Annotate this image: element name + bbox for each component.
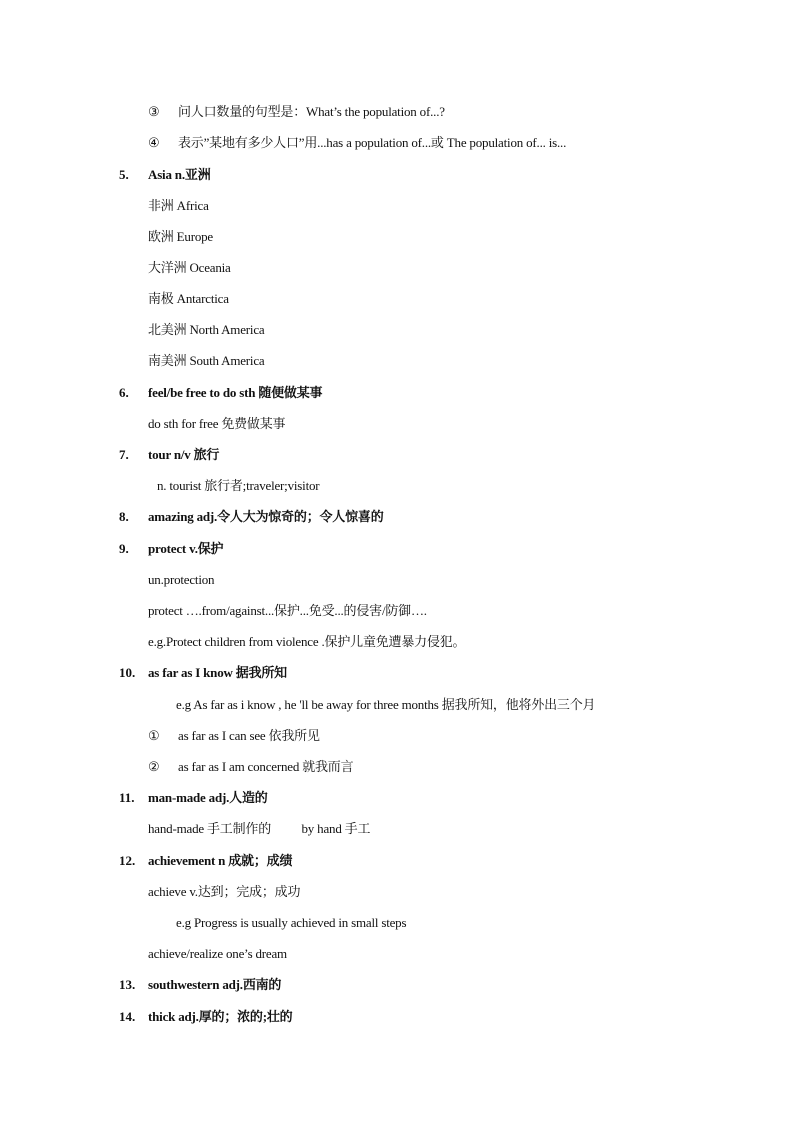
item-heading: achievement n 成就；成绩 xyxy=(148,853,293,868)
sub-line: do sth for free 免费做某事 xyxy=(148,416,286,431)
item-number: 12. xyxy=(119,853,136,868)
sub-line: 南极 Antarctica xyxy=(148,291,229,306)
note-text: as far as I can see 依我所见 xyxy=(178,728,320,743)
item-heading: amazing adj.令人大为惊奇的；令人惊喜的 xyxy=(148,509,384,524)
item-number: 10. xyxy=(119,665,136,680)
circled-number: ① xyxy=(148,728,160,743)
item-number: 6. xyxy=(119,385,129,400)
sub-line: un.protection xyxy=(148,572,215,587)
note-line xyxy=(148,104,445,120)
circled-number: ④ xyxy=(148,135,160,150)
sub-line: 南美洲 South America xyxy=(148,353,265,368)
circled-number: ③ xyxy=(148,104,160,119)
item-heading: as far as I know 据我所知 xyxy=(148,665,287,680)
sub-line: n. tourist 旅行者;traveler;visitor xyxy=(157,478,320,493)
sub-line: 北美洲 North America xyxy=(148,322,265,337)
circled-number: ② xyxy=(148,759,160,774)
note-text: 问人口数量的句型是：What’s the population of...? xyxy=(178,104,445,119)
item-number: 11. xyxy=(119,790,135,805)
item-heading: feel/be free to do sth 随便做某事 xyxy=(148,385,323,400)
note-text: 表示”某地有多少人口”用...has a population of...或 The population of... is... xyxy=(178,135,567,150)
item-heading: thick adj.厚的；浓的;壮的 xyxy=(148,1009,293,1024)
note-line xyxy=(148,759,353,775)
example-line: e.g Progress is usually achieved in small steps xyxy=(176,915,407,930)
example-line: e.g As far as i know , he 'll be away for three months 据我所知，他将外出三个月 xyxy=(176,697,596,712)
item-number: 9. xyxy=(119,541,129,556)
sub-line: protect ….from/against...保护...免受...的侵害/防御…. xyxy=(148,603,427,618)
item-heading: protect v.保护 xyxy=(148,541,224,556)
sub-line: 欧洲 Europe xyxy=(148,229,213,244)
sub-line: hand-made 手工制作的 by hand 手工 xyxy=(148,821,371,836)
example-line: e.g.Protect children from violence .保护儿童免遭暴力侵犯。 xyxy=(148,634,466,649)
item-number: 14. xyxy=(119,1009,136,1024)
item-heading: tour n/v 旅行 xyxy=(148,447,220,462)
item-number: 13. xyxy=(119,977,136,992)
item-number: 8. xyxy=(119,509,129,524)
sub-line: 非洲 Africa xyxy=(148,198,209,213)
item-heading: Asia n.亚洲 xyxy=(148,167,211,182)
item-heading: man-made adj.人造的 xyxy=(148,790,268,805)
item-heading: southwestern adj.西南的 xyxy=(148,977,282,992)
item-number: 7. xyxy=(119,447,129,462)
sub-line: achieve/realize one’s dream xyxy=(148,946,287,961)
sub-line: achieve v.达到；完成；成功 xyxy=(148,884,301,899)
item-number: 5. xyxy=(119,167,129,182)
note-text: as far as I am concerned 就我而言 xyxy=(178,759,354,774)
note-line xyxy=(148,728,320,744)
sub-line: 大洋洲 Oceania xyxy=(148,260,231,275)
note-line xyxy=(148,135,566,151)
